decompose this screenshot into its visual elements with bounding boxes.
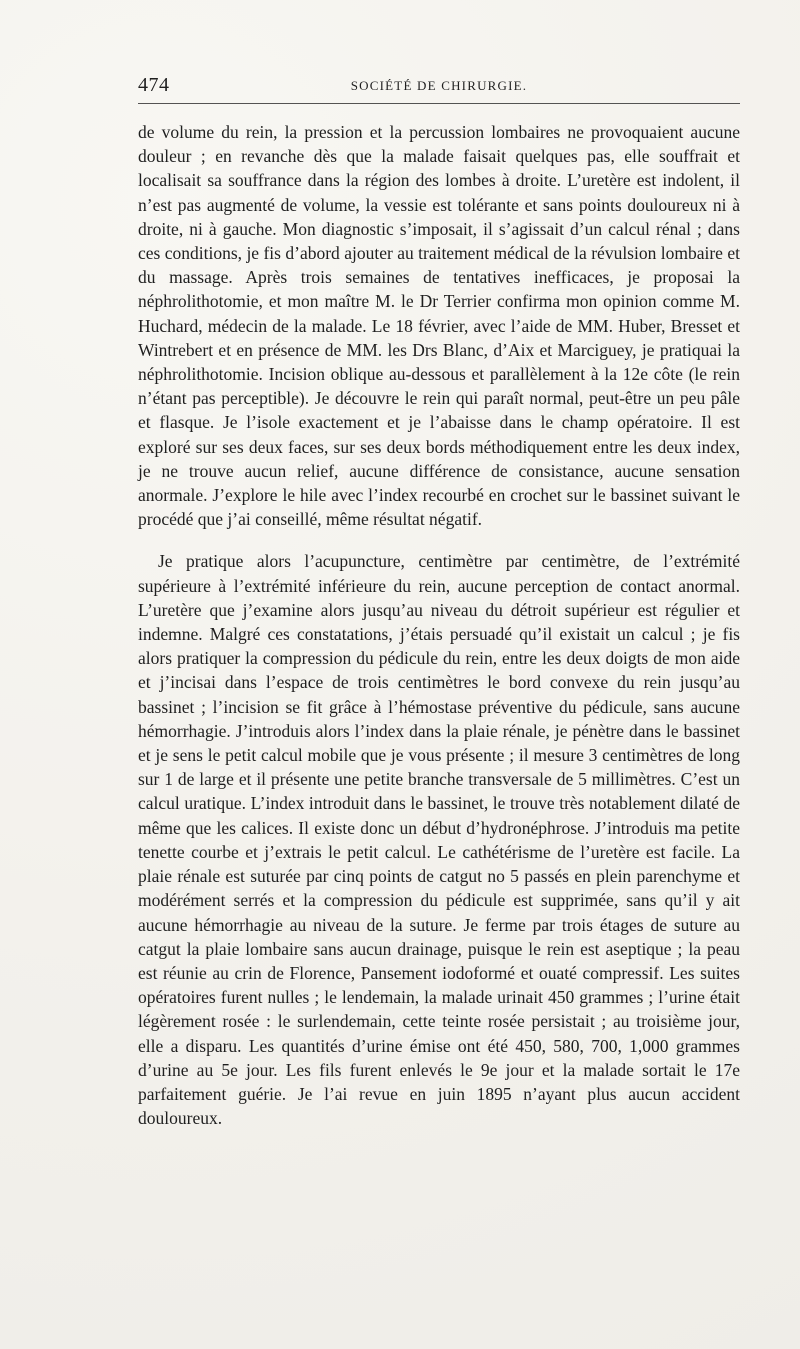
running-title: SOCIÉTÉ DE CHIRURGIE.: [350, 78, 528, 93]
header-rule: [138, 103, 740, 104]
body-text: [138, 120, 740, 1130]
page-number: 474: [138, 74, 170, 96]
page-header: [138, 74, 740, 102]
paragraph-1: de volume du rein, la pression et la percussion lombaires ne provoquaient aucune douleur ; en revanche dès que la malade faisait quelques pas, elle souffrait et localisait sa souffrance dans la région des lombes à droite. L’uretère est indolent, il n’est pas augmenté de volume, la vessie est tolérante et sans points douloureux ni à droite, ni à gauche. Mon diagnostic s’imposait, il s’agissait d’un calcul rénal ; dans ces conditions, je fis d’abord ajouter au traitement médical de la révulsion lombaire et du massage. Après trois semaines de tentatives inefficaces, je proposai la néphrolithotomie, et mon maître M. le Dr Terrier confirma mon opinion comme M. Huchard, médecin de la malade. Le 18 février, avec l’aide de MM. Huber, Bresset et Wintrebert et en présence de MM. les Drs Blanc, d’Aix et Marciguey, je pratiquai la néphrolithotomie. Incision oblique au-dessous et parallèlement à la 12e côte (le rein n’étant pas perceptible). Je découvre le rein qui paraît normal, peut-être un peu pâle et flasque. Je l’isole exactement et je l’abaisse dans le champ opératoire. Il est exploré sur ses deux faces, sur ses deux bords méthodiquement entre les deux index, je ne trouve aucun relief, aucune différence de consistance, aucune sensation anormale. J’explore le hile avec l’index recourbé en crochet sur le bassinet suivant le procédé que j’ai conseillé, même résultat négatif.: [138, 122, 740, 530]
paragraph-2: Je pratique alors l’acupuncture, centimètre par centimètre, de l’extrémité supérieure à l’extrémité inférieure du rein, aucune perception de contact anormal. L’uretère que j’examine alors jusqu’au niveau du détroit supérieur est régulier et indemne. Malgré ces constatations, j’étais persuadé qu’il existait un calcul ; je fis alors pratiquer la compression du pédicule du rein, entre les deux doigts de mon aide et j’incisai dans l’espace de trois centimètres le bord convexe du rein jusqu’au bassinet ; l’incision se fit grâce à l’hémostase préventive du pédicule, sans aucune hémorrhagie. J’introduis alors l’index dans la plaie rénale, je pénètre dans le bassinet et je sens le petit calcul mobile que je vous présente ; il mesure 3 centimètres de long sur 1 de large et il présente une petite branche transversale de 5 millimètres. C’est un calcul uratique. L’index introduit dans le bassinet, le trouve très notablement dilaté de même que les calices. Il existe donc un début d’hydronéphrose. J’introduis ma petite tenette courbe et j’extrais le petit calcul. Le cathétérisme de l’uretère est facile. La plaie rénale est suturée par cinq points de catgut no 5 passés en plein parenchyme et modérément serrés et la compression du pédicule est supprimée, sans qu’il y ait aucune hémorrhagie au niveau de la suture. Je ferme par trois étages de suture au catgut la plaie lombaire sans aucun drainage, puisque le rein est aseptique ; la peau est réunie au crin de Florence, Pansement iodoformé et ouaté compressif. Les suites opératoires furent nulles ; le lendemain, la malade urinait 450 grammes ; l’urine était légèrement rosée : le surlendemain, cette teinte rosée persistait ; au troisième jour, elle a disparu. Les quantités d’urine émise ont été 450, 580, 700, 1,000 grammes d’urine au 5e jour. Les fils furent enlevés le 9e jour et la malade sortait le 17e parfaitement guérie. Je l’ai revue en juin 1895 n’ayant plus aucun accident douloureux.: [138, 551, 740, 1129]
